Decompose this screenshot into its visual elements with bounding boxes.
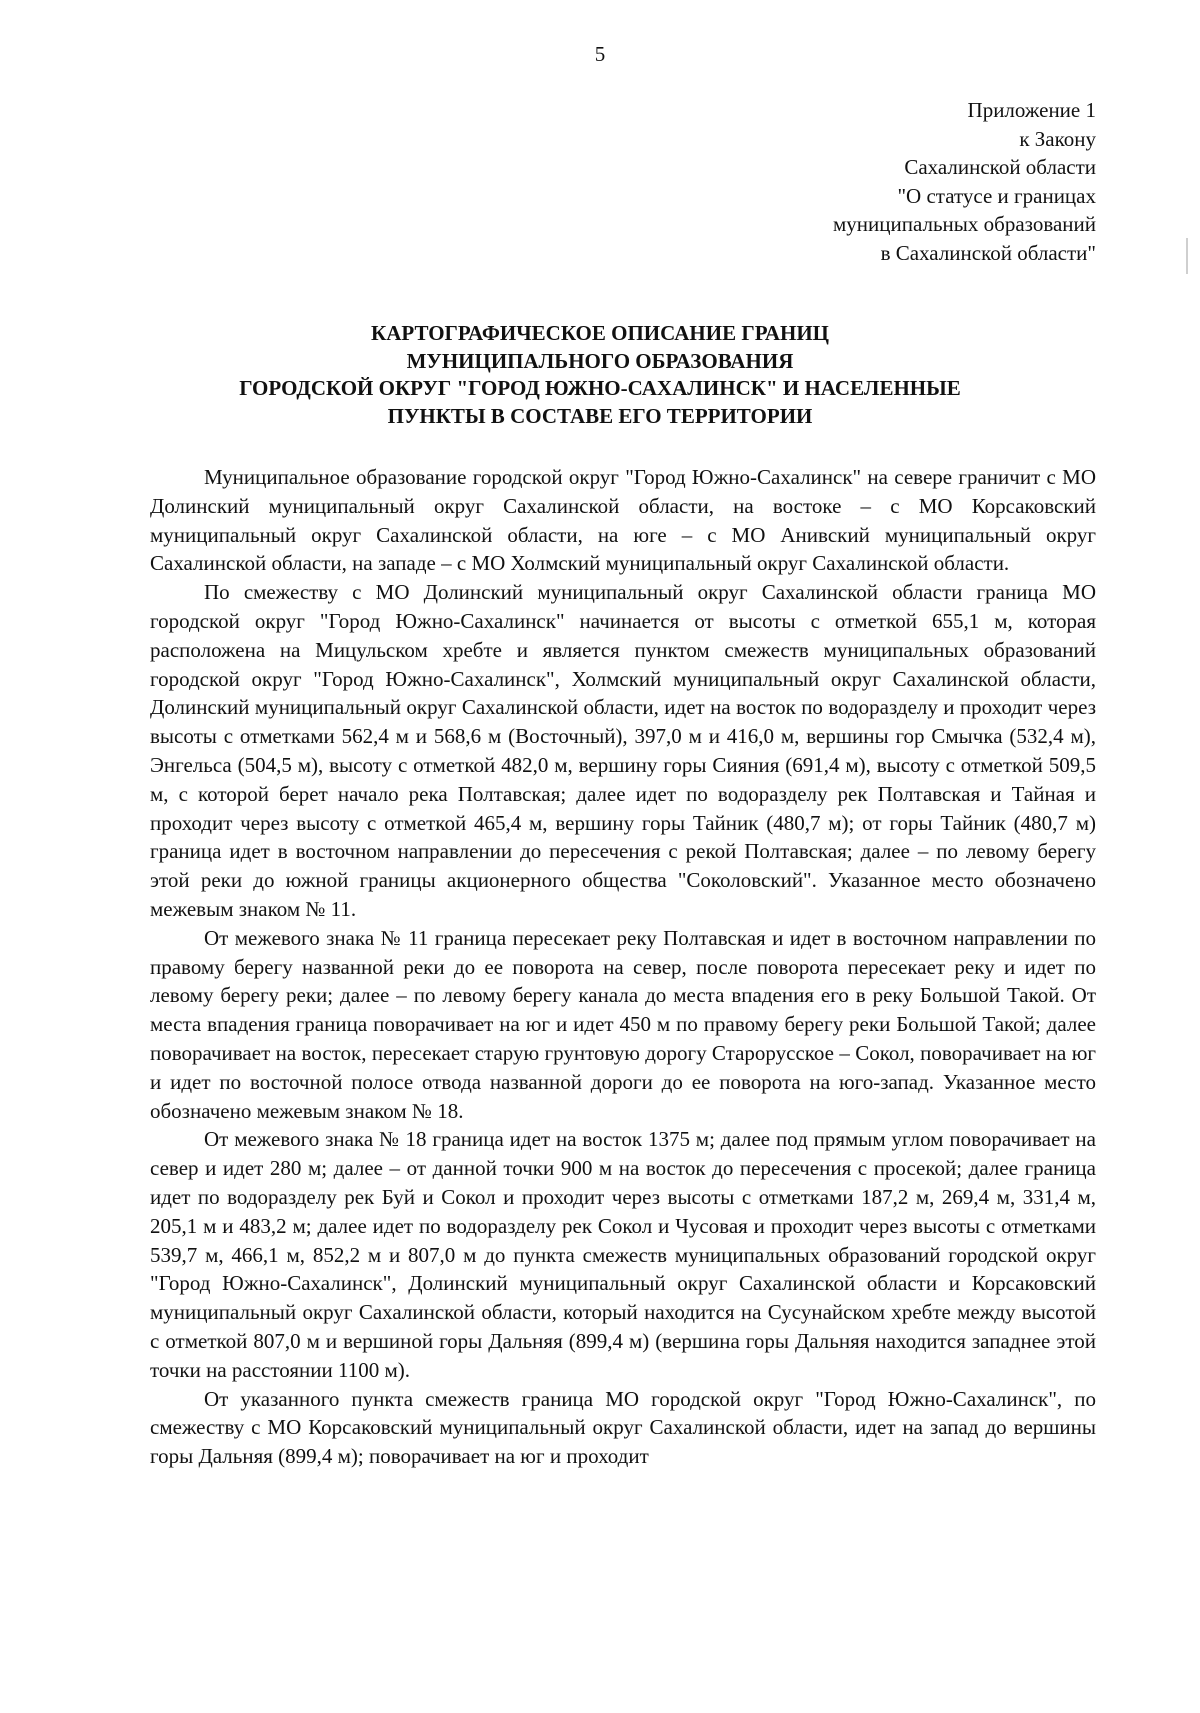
document-body [150,463,1096,1471]
body-paragraph: Муниципальное образование городской округ "Город Южно-Сахалинск" на севере граничит с МО Долинский муниципальный округ Сахалинской области, на востоке – с МО Корсаковский муниципальный округ Сахалинской области, на юге – с МО Анивский муниципальный округ Сахалинской области, на западе – с МО Холмский муниципальный округ Сахалинской области. [150,465,1096,576]
body-paragraph: По смежеству с МО Долинский муниципальный округ Сахалинской области граница МО городской округ "Город Южно-Сахалинск" начинается от высоты с отметкой 655,1 м, которая расположена на Мицульском хребте и является пунктом смежеств муниципальных образований городской округ "Город Южно-Сахалинск", Холмский муниципальный округ Сахалинской области, Долинский муниципальный округ Сахалинской области, идет на восток по водоразделу и проходит через высоты с отметками 562,4 м и 568,6 м (Восточный), 397,0 м и 416,0 м, вершины гор Смычка (532,4 м), Энгельса (504,5 м), высоту с отметкой 482,0 м, вершину горы Сияния (691,4 м), высоту с отметкой 509,5 м, с которой берет начало река Полтавская; далее идет по водоразделу рек Полтавская и Тайная и проходит через высоту с отметкой 465,4 м, вершину горы Тайник (480,7 м); от горы Тайник (480,7 м) граница идет в восточном направлении до пересечения с рекой Полтавская; далее – по левому берегу этой реки до южной границы акционерного общества "Соколовский". Указанное место обозначено межевым знаком № 11. [150,580,1096,921]
title-line: КАРТОГРАФИЧЕСКОЕ ОПИСАНИЕ ГРАНИЦ [370,321,830,345]
annex-header [833,96,1096,267]
body-paragraph: От межевого знака № 11 граница пересекает реку Полтавская и идет в восточном направлении по правому берегу названной реки до ее поворота на север, после поворота пересекает реку и идет по левому берегу реки; далее – по левому берегу канала до места впадения его в реку Большой Такой. От места впадения граница поворачивает на юг и идет 450 м по правому берегу реки Большой Такой; далее поворачивает на восток, пересекает старую грунтовую дорогу Старорусское – Сокол, поворачивает на юг и идет по восточной полосе отвода названной дороги до ее поворота на юго-запад. Указанное место обозначено межевым знаком № 18. [150,925,1096,1123]
annex-line: в Сахалинской области" [880,240,1096,265]
title-line: ПУНКТЫ В СОСТАВЕ ЕГО ТЕРРИТОРИИ [387,403,813,428]
annex-line: муниципальных образований [833,212,1096,236]
title-line: ГОРОДСКОЙ ОКРУГ "ГОРОД ЮЖНО-САХАЛИНСК" И НАСЕЛЕННЫЕ [239,376,961,400]
annex-line: Приложение 1 [967,98,1096,122]
page-number: 5 [594,42,606,66]
annex-line: "О статусе и границах [897,183,1096,208]
annex-line: Сахалинской области [904,155,1096,179]
document-title [150,320,1050,430]
body-paragraph: От межевого знака № 18 граница идет на восток 1375 м; далее под прямым углом поворачивает на север и идет 280 м; далее – от данной точки 900 м на восток до пересечения с просекой; далее граница идет по водоразделу рек Буй и Сокол и проходит через высоты с отметками 187,2 м, 269,4 м, 331,4 м, 205,1 м и 483,2 м; далее идет по водоразделу рек Сокол и Чусовая и проходит через высоты с отметками 539,7 м, 466,1 м, 852,2 м и 807,0 м до пункта смежеств муниципальных образований городской округ "Город Южно-Сахалинск", Долинский муниципальный округ Сахалинской области и Корсаковский муниципальный округ Сахалинской области, который находится на Сусунайском хребте между высотой с отметкой 807,0 м и вершиной горы Дальняя (899,4 м) (вершина горы Дальняя находится западнее этой точки на расстоянии 1100 м). [150,1127,1096,1382]
annex-line: к Закону [1019,126,1096,151]
body-paragraph: От указанного пункта смежеств граница МО городской округ "Город Южно-Сахалинск", по смежеству с МО Корсаковский муниципальный округ Сахалинской области, идет на запад до вершины горы Дальняя (899,4 м); поворачивает на юг и проходит [150,1386,1096,1469]
scan-edge-line [1186,238,1188,274]
title-line: МУНИЦИПАЛЬНОГО ОБРАЗОВАНИЯ [406,348,794,373]
